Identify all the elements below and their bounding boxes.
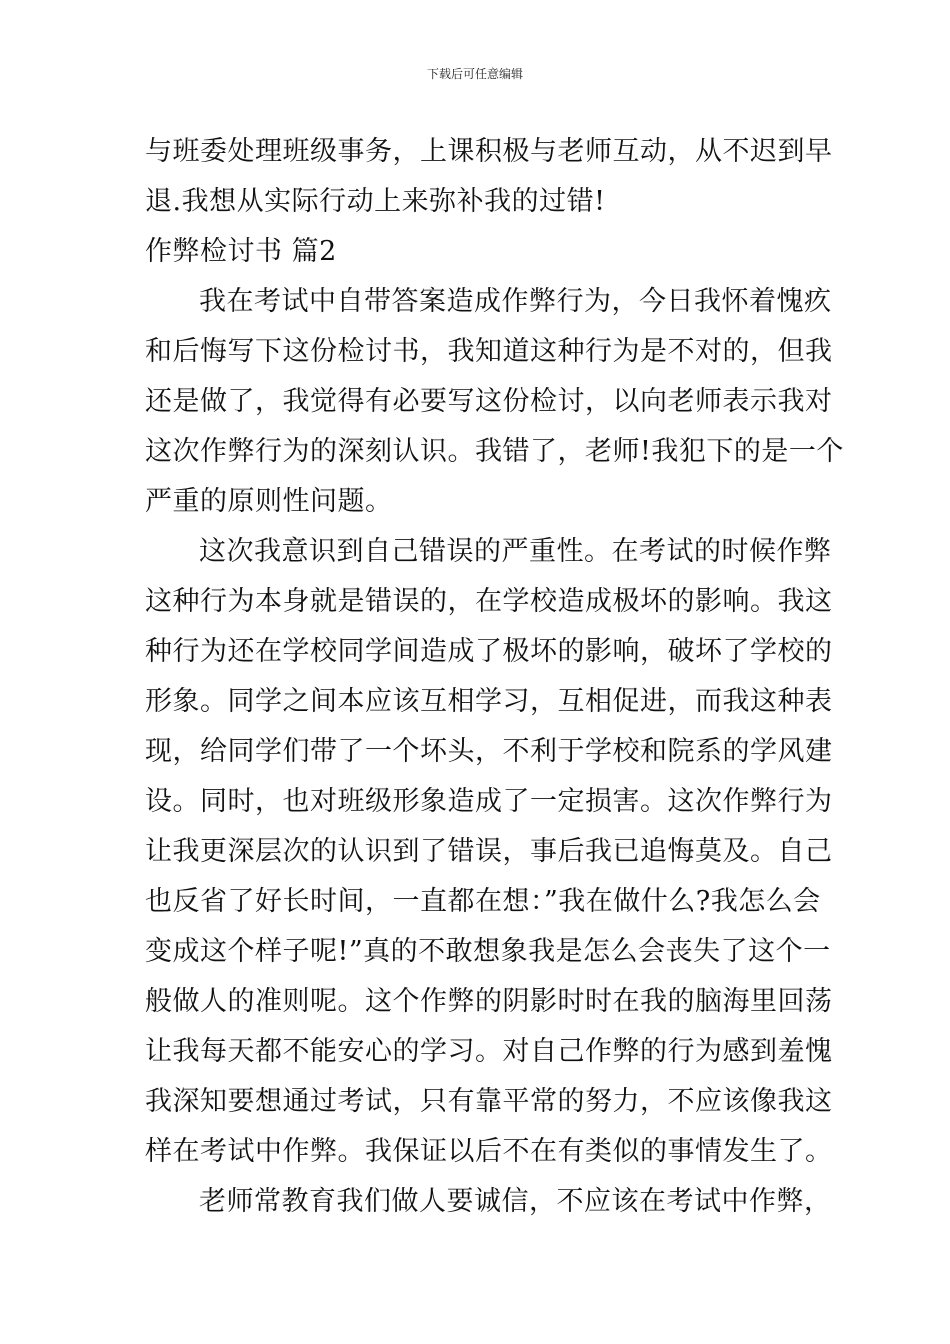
text-line: 让我更深层次的认识到了错误，事后我已追悔莫及。自己 bbox=[145, 836, 833, 867]
text-line: 变成这个样子呢!”真的不敢想象我是怎么会丧失了这个一 bbox=[145, 936, 831, 967]
text-line: 样在考试中作弊。我保证以后不在有类似的事情发生了。 bbox=[145, 1136, 833, 1167]
text-line: 让我每天都不能安心的学习。对自己作弊的行为感到羞愧 bbox=[145, 1036, 833, 1067]
text-line: 现，给同学们带了一个坏头，不利于学校和院系的学风建 bbox=[145, 736, 833, 767]
text-line: 与班委处理班级事务，上课积极与老师互动，从不迟到早 bbox=[145, 136, 833, 167]
text-line: 我深知要想通过考试，只有靠平常的努力，不应该像我这 bbox=[145, 1086, 833, 1117]
text-line: 设。同时，也对班级形象造成了一定损害。这次作弊行为 bbox=[145, 786, 833, 817]
text-line: 种行为还在学校同学间造成了极坏的影响，破坏了学校的 bbox=[145, 636, 833, 667]
paragraph-first-line: 老师常教育我们做人要诚信，不应该在考试中作弊， bbox=[199, 1186, 832, 1217]
text-line: 和后悔写下这份检讨书，我知道这种行为是不对的，但我 bbox=[145, 336, 833, 367]
text-line: 这次作弊行为的深刻认识。我错了，老师!我犯下的是一个 bbox=[145, 436, 844, 467]
text-line: 严重的原则性问题。 bbox=[145, 486, 393, 517]
text-line: 还是做了，我觉得有必要写这份检讨，以向老师表示我对 bbox=[145, 386, 833, 417]
text-line: 这种行为本身就是错误的，在学校造成极坏的影响。我这 bbox=[145, 586, 833, 617]
paragraph-first-line: 这次我意识到自己错误的严重性。在考试的时候作弊 bbox=[199, 536, 832, 567]
document-body bbox=[145, 127, 844, 1227]
text-line: 形象。同学之间本应该互相学习，互相促进，而我这种表 bbox=[145, 686, 833, 717]
download-note: 下载后可任意编辑 bbox=[426, 67, 523, 81]
text-line: 也反省了好长时间，一直都在想：”我在做什么?我怎么会 bbox=[145, 886, 821, 917]
text-line: 般做人的准则呢。这个作弊的阴影时时在我的脑海里回荡 bbox=[145, 986, 833, 1017]
section-heading: 作弊检讨书 篇2 bbox=[145, 236, 337, 267]
text-line: 退.我想从实际行动上来弥补我的过错! bbox=[145, 186, 606, 217]
paragraph-first-line: 我在考试中自带答案造成作弊行为，今日我怀着愧疚 bbox=[199, 286, 832, 317]
